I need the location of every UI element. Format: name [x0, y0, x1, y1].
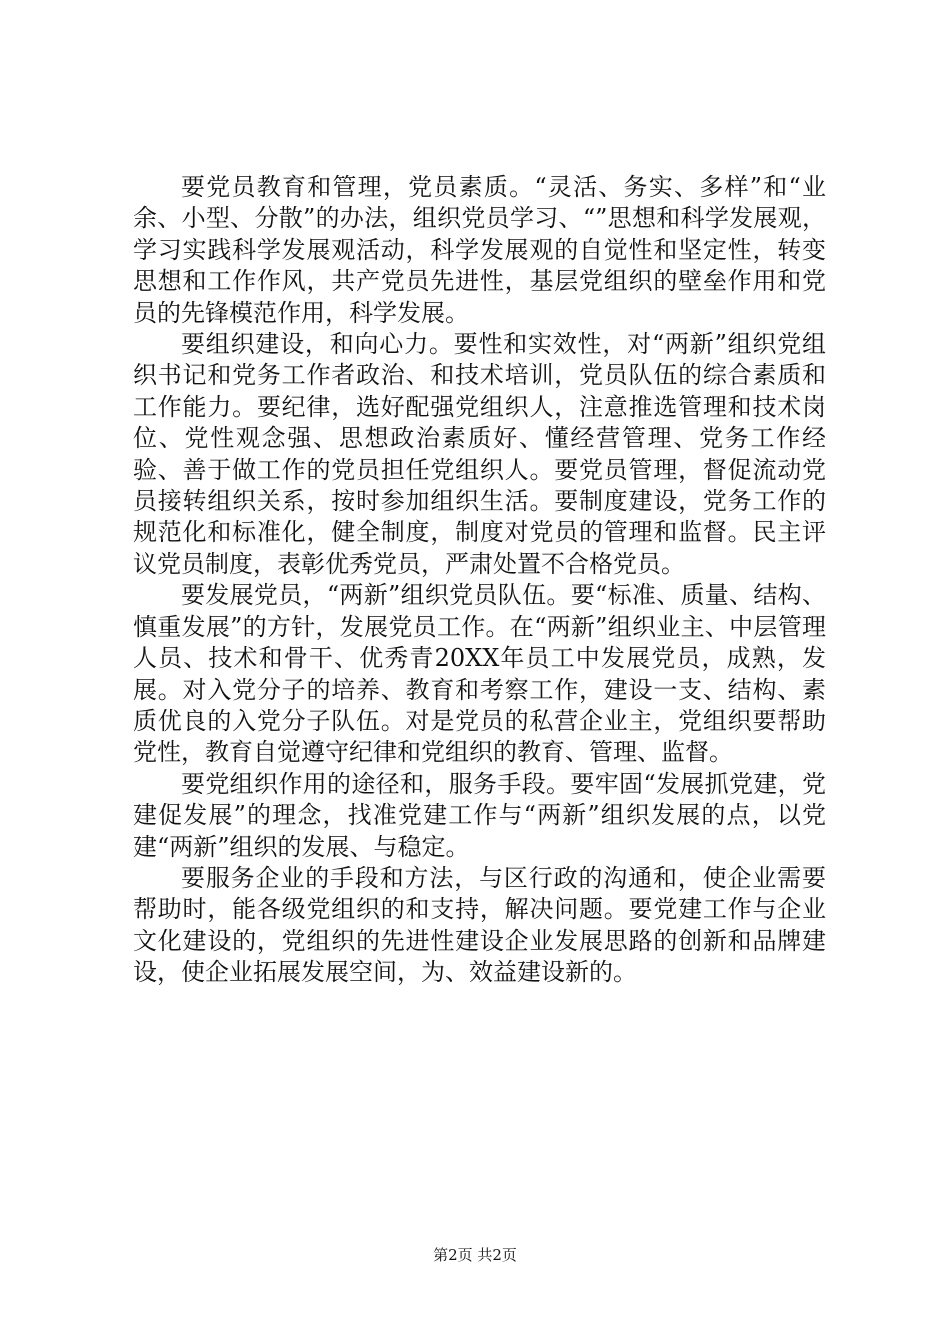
paragraph-1: 要党员教育和管理，党员素质。“灵活、务实、多样”和“业余、小型、分散”的办法，组织党员学习、“”思想和科学发展观，学习实践科学发展观活动，科学发展观的自觉性和坚定性，转变思想和工作作风，共产党员先进性，基层党组织的壁垒作用和党员的先锋模范作用，科学发展。 — [133, 173, 826, 327]
paragraph-4: 要党组织作用的途径和，服务手段。要牢固“发展抓党建，党建促发展”的理念，找准党建工作与“两新”组织发展的点，以党建“两新”组织的发展、与稳定。 — [133, 769, 826, 861]
paragraph-2: 要组织建设，和向心力。要性和实效性，对“两新”组织党组织书记和党务工作者政治、和技术培训，党员队伍的综合素质和工作能力。要纪律，选好配强党组织人，注意推选管理和技术岗位、党性观念强、思想政治素质好、懂经营管理、党务工作经验、善于做工作的党员担任党组织人。要党员管理，督促流动党员接转组织关系，按时参加组织生活。要制度建设，党务工作的规范化和标准化，健全制度，制度对党员的管理和监督。民主评议党员制度，表彰优秀党员，严肃处置不合格党员。 — [133, 330, 826, 578]
page-number: 第2页 共2页 — [433, 1246, 517, 1264]
document-body — [133, 172, 826, 989]
paragraph-5: 要服务企业的手段和方法，与区行政的沟通和，使企业需要帮助时，能各级党组织的和支持，解决问题。要党建工作与企业文化建设的，党组织的先进性建设企业发展思路的创新和品牌建设，使企业拓展发展空间，为、效益建设新的。 — [133, 863, 826, 987]
paragraph-3: 要发展党员，“两新”组织党员队伍。要“标准、质量、结构、慎重发展”的方针，发展党员工作。在“两新”组织业主、中层管理人员、技术和骨干、优秀青20XX年员工中发展党员，成熟，发展。对入党分子的培养、教育和考察工作，建设一支、结构、素质优良的入党分子队伍。对是党员的私营企业主，党组织要帮助党性，教育自觉遵守纪律和党组织的教育、管理、监督。 — [133, 581, 826, 767]
page-footer — [0, 1244, 950, 1265]
